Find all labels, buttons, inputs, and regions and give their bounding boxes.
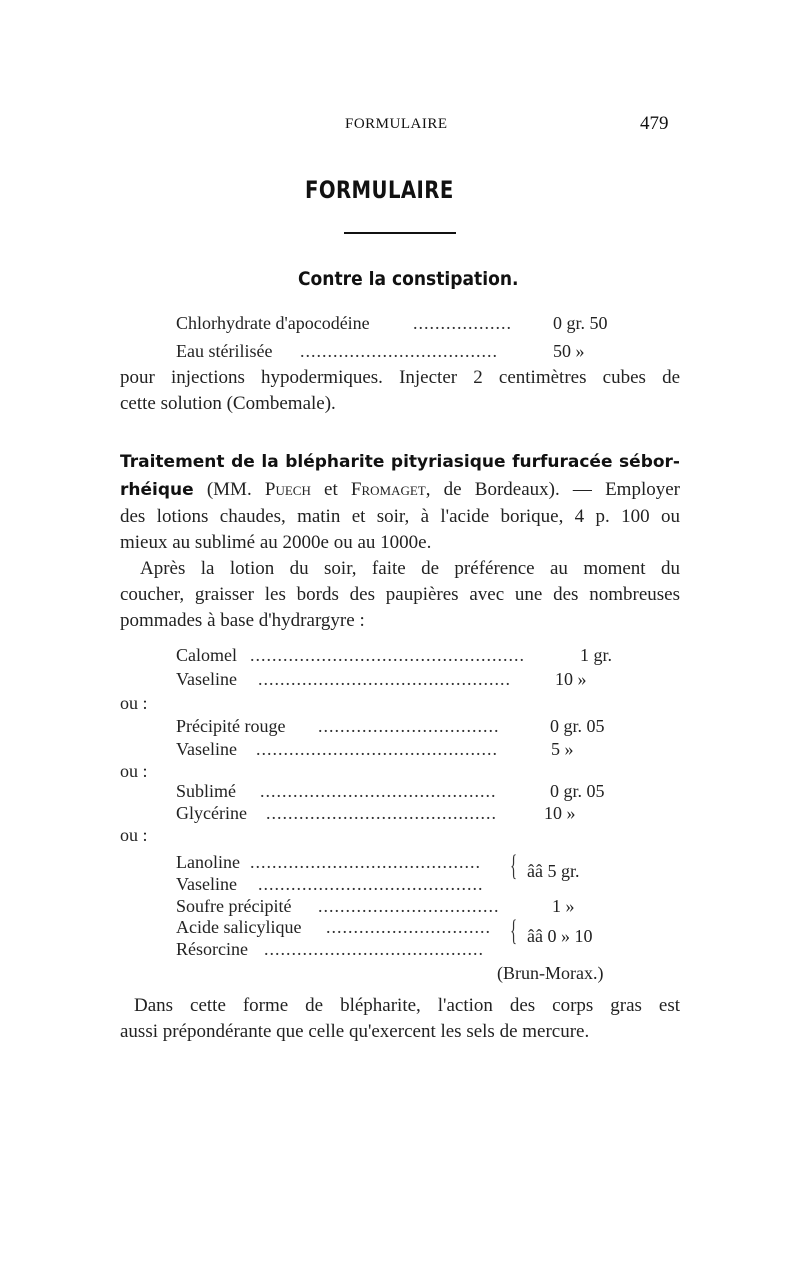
ingredient-name: Précipité rouge xyxy=(176,716,286,736)
text-line: Après la lotion du soir, faite de préférence au moment du xyxy=(140,558,680,579)
alternative-label: ou : xyxy=(120,693,148,713)
page-title: FORMULAIRE xyxy=(305,176,454,204)
ingredient-name: Glycérine xyxy=(176,803,247,823)
ingredient-qty: 1 » xyxy=(552,896,575,916)
brace-icon: { xyxy=(510,914,518,947)
ingredient-qty: 5 » xyxy=(551,739,574,759)
text-line: aussi prépondérante que celle qu'exercent les sels de mercure. xyxy=(120,1021,590,1042)
ingredient-name: Vaseline xyxy=(176,739,237,759)
ingredient-name: Soufre précipité xyxy=(176,896,292,916)
page-number: 479 xyxy=(640,113,669,134)
text-line xyxy=(120,476,680,504)
dot-leader: ......................................... xyxy=(258,874,484,894)
text-fragment: et xyxy=(310,479,351,500)
ingredient-qty: ââ 5 gr. xyxy=(527,861,580,881)
ingredient-qty: 10 » xyxy=(544,803,576,823)
dot-leader: ................................. xyxy=(318,896,500,916)
dot-leader: ........................................... xyxy=(260,781,497,801)
text-line: cette solution (Combemale). xyxy=(120,393,336,414)
text-fragment: (MM. xyxy=(193,479,265,500)
ingredient-qty: 0 gr. 05 xyxy=(550,781,605,801)
title-rule xyxy=(344,232,456,234)
running-title: FORMULAIRE xyxy=(345,116,448,132)
dot-leader: .............................................. xyxy=(258,669,511,689)
dot-leader: .......................................... xyxy=(266,803,497,823)
ingredient-qty: ââ 0 » 10 xyxy=(527,926,593,946)
text-line: mieux au sublimé au 2000e ou au 1000e. xyxy=(120,532,432,553)
ingredient-qty: 50 » xyxy=(553,341,585,361)
heading-continuation: rhéique xyxy=(120,480,194,500)
section-heading-constipation: Contre la constipation. xyxy=(298,268,519,290)
ingredient-name: Vaseline xyxy=(176,669,237,689)
author-name: Fromaget xyxy=(350,479,426,500)
ingredient-qty: 0 gr. 05 xyxy=(550,716,605,736)
ingredient-name: Vaseline xyxy=(176,874,237,894)
author-name: Puech xyxy=(264,479,311,500)
text-line: pour injections hypodermiques. Injecter 2 centimètres cubes de xyxy=(120,367,680,388)
ingredient-name: Eau stérilisée xyxy=(176,341,273,361)
attribution: (Brun-Moraх.) xyxy=(497,963,604,983)
dot-leader: ........................................ xyxy=(264,939,484,959)
dot-leader: .................................................. xyxy=(250,645,525,665)
dot-leader: .................................... xyxy=(300,341,498,361)
ingredient-qty: 0 gr. 50 xyxy=(553,313,608,333)
ingredient-qty: 1 gr. xyxy=(580,645,613,665)
section-heading-blepharite: Traitement de la blépharite pityriasique furfuracée sébor- xyxy=(120,452,680,472)
dot-leader: .......................................... xyxy=(250,852,481,872)
ingredient-name: Chlorhydrate d'apocodéine xyxy=(176,313,370,333)
text-line: des lotions chaudes, matin et soir, à l'acide borique, 4 p. 100 ou xyxy=(120,506,680,527)
dot-leader: ................................. xyxy=(318,716,500,736)
dot-leader: .............................. xyxy=(326,917,491,937)
ingredient-qty: 10 » xyxy=(555,669,587,689)
paragraph xyxy=(120,365,680,417)
ingredient-name: Acide salicylique xyxy=(176,917,302,937)
closing-paragraph xyxy=(120,993,680,1045)
paragraph-blepharite xyxy=(120,448,680,634)
text-line: pommades à base d'hydrargyre : xyxy=(120,610,365,631)
dot-leader: ............................................ xyxy=(256,739,498,759)
ingredient-name: Lanoline xyxy=(176,852,240,872)
alternative-label: ou : xyxy=(120,761,148,781)
dot-leader: .................. xyxy=(413,313,512,333)
text-line: Dans cette forme de blépharite, l'action des corps gras est xyxy=(134,995,680,1016)
alternative-label: ou : xyxy=(120,825,148,845)
ingredient-name: Sublimé xyxy=(176,781,237,801)
brace-icon: { xyxy=(510,849,518,882)
ingredient-name: Calomel xyxy=(176,645,237,665)
text-fragment: , de Bordeaux). — Employer xyxy=(425,479,680,500)
ingredient-name: Résorcine xyxy=(176,939,248,959)
text-line: coucher, graisser les bords des paupières avec une des nombreuses xyxy=(120,584,680,605)
